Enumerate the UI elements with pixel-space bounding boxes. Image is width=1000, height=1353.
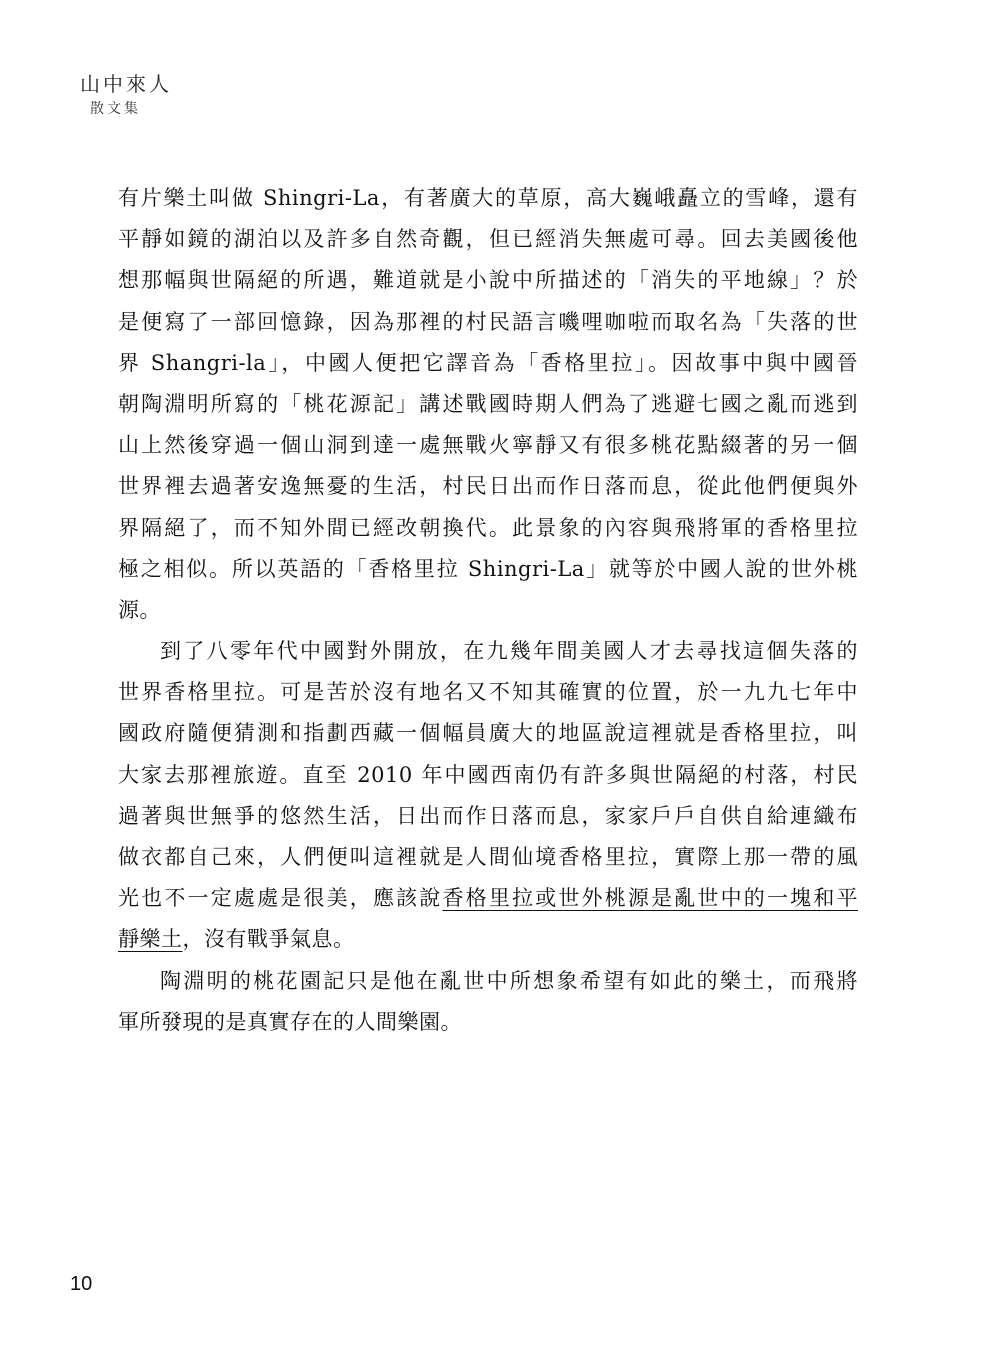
text-line: 有片樂土叫做 Shingri-La，有著廣大的草原，高大巍峨矗立的雪峰，還有 — [118, 186, 858, 210]
page-number: 10 — [70, 1273, 93, 1295]
text-line: 平靜如鏡的湖泊以及許多自然奇觀，但已經消失無處可尋。回去美國後他 — [118, 227, 858, 252]
text-line — [118, 878, 858, 919]
text-line: 界 Shangri-la」，中國人便把它譯音為「香格里拉」。因故事中與中國晉 — [118, 350, 858, 375]
text-line: 想那幅與世隔絕的所遇，難道就是小說中所描述的「消失的平地線」？於 — [118, 268, 858, 293]
text-line: 軍所發現的是真實存在的人間樂園。 — [118, 1009, 462, 1034]
text-line: 是便寫了一部回憶錄，因為那裡的村民語言嘰哩咖啦而取名為「失落的世 — [118, 309, 858, 334]
body-text — [118, 178, 858, 1043]
text-line — [118, 919, 858, 960]
paragraph-3 — [118, 961, 858, 1043]
underlined-text: 靜樂土 — [118, 927, 183, 952]
text-line: 做衣都自己來，人們便叫這裡就是人間仙境香格里拉，實際上那一帶的風 — [118, 845, 858, 869]
text-line: 世界香格里拉。可是苦於沒有地名又不知其確實的位置，於一九九七年中 — [118, 680, 858, 705]
text-span: ，沒有戰爭氣息。 — [182, 927, 355, 952]
book-subtitle: 散文集 — [90, 101, 141, 117]
text-line: 山上然後穿過一個山洞到達一處無戰火寧靜又有很多桃花點綴著的另一個 — [118, 433, 858, 458]
book-title: 山中來人 — [80, 72, 172, 96]
text-line: 界隔絕了，而不知外間已經改朝換代。此景象的內容與飛將軍的香格里拉 — [118, 515, 858, 540]
running-header — [80, 74, 172, 116]
text-line: 過著與世無爭的悠然生活，日出而作日落而息，家家戶戶自供自給連織布 — [118, 803, 858, 828]
paragraph-1 — [118, 178, 858, 631]
text-line: 極之相似。所以英語的「香格里拉 Shingri-La」就等於中國人說的世外桃 — [118, 556, 858, 581]
text-line: 世界裡去過著安逸無憂的生活，村民日出而作日落而息，從此他們便與外 — [118, 474, 858, 499]
underlined-text: 香格里拉或世外桃源是亂世中的一塊和平 — [442, 886, 858, 911]
text-line: 朝陶淵明所寫的「桃花源記」講述戰國時期人們為了逃避七國之亂而逃到 — [118, 391, 858, 416]
text-line: 國政府隨便猜測和指劃西藏一個幅員廣大的地區說這裡就是香格里拉，叫 — [118, 721, 858, 746]
text-line: 陶淵明的桃花園記只是他在亂世中所想象希望有如此的樂土，而飛將 — [160, 968, 858, 993]
text-line: 到了八零年代中國對外開放，在九幾年間美國人才去尋找這個失落的 — [160, 639, 858, 664]
paragraph-2 — [118, 631, 858, 961]
text-line: 大家去那裡旅遊。直至 2010 年中國西南仍有許多與世隔絕的村落，村民 — [118, 762, 858, 787]
text-line: 源。 — [118, 597, 161, 622]
text-span: 光也不一定處處是很美，應該說 — [118, 886, 443, 911]
